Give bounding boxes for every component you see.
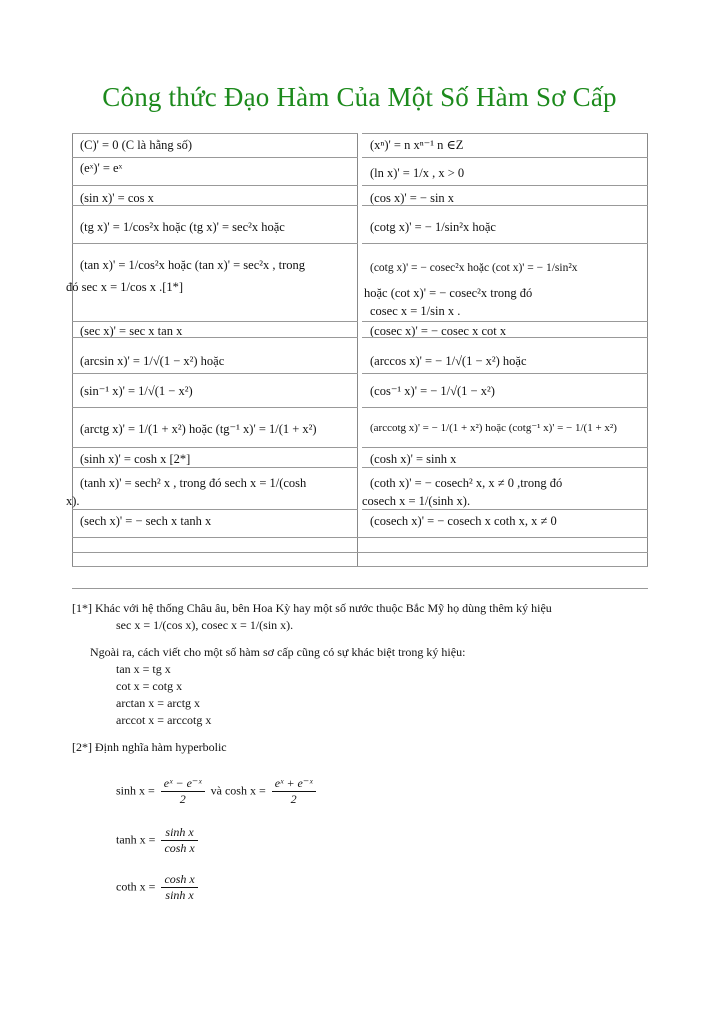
notes-section <box>72 600 672 756</box>
formula-constant: (C)' = 0 (C là hằng số) <box>80 138 193 152</box>
table-row <box>362 157 648 180</box>
formula-sec: (sec x)' = sec x tan x <box>80 324 183 338</box>
formula-exp: (eˣ)' = eˣ <box>80 161 123 175</box>
empty-row <box>72 552 648 553</box>
formula-tanh: (tanh x)' = sech² x , trong đó sech x = 1/(cosh <box>80 476 307 490</box>
table-row <box>72 321 358 338</box>
table-row <box>362 509 648 528</box>
formula-coth: (coth x)' = − cosech² x, x ≠ 0 ,trong đó <box>370 476 563 490</box>
coth-denominator: sinh x <box>165 888 194 902</box>
table-row <box>72 373 358 398</box>
formula-sech: (sech x)' = − sech x tanh x <box>80 514 212 528</box>
formula-cotg: (cotg x)' = − 1/sin²x hoặc <box>370 220 496 234</box>
formula-power: (xⁿ)' = n xⁿ⁻¹ n ∈Z <box>370 138 464 152</box>
table-row <box>362 185 648 205</box>
table-row <box>362 447 648 466</box>
table-row <box>72 185 358 205</box>
note-1-sec: sec x = 1/(cos x), cosec x = 1/(sin x). <box>116 618 294 632</box>
formula-cos-inv: (cos⁻¹ x)' = − 1/√(1 − x²) <box>370 384 495 398</box>
formula-ln: (ln x)' = 1/x , x > 0 <box>370 166 465 180</box>
formula-sin: (sin x)' = cos x <box>80 191 154 205</box>
formula-tan-note: đó sec x = 1/cos x .[1*] <box>66 280 184 294</box>
table-row <box>72 337 358 368</box>
table-row <box>72 157 358 175</box>
coth-definition <box>116 872 201 903</box>
table-row <box>72 447 358 466</box>
formula-tanh-cont: x). <box>66 494 80 508</box>
note-2-cot: cot x = cotg x <box>116 679 183 693</box>
formula-sin-inv: (sin⁻¹ x)' = 1/√(1 − x²) <box>80 384 193 398</box>
cosh-label: và cosh x = <box>210 783 266 798</box>
note-2-arccot: arccot x = arccotg x <box>116 713 212 727</box>
coth-label: coth x = <box>116 879 156 894</box>
formula-arccotg: (arccotg x)' = − 1/(1 + x²) hoặc (cotg⁻¹ x)' = − 1/(1 + x²) <box>370 422 617 434</box>
cosh-denominator: 2 <box>290 792 297 806</box>
page-title: Công thức Đạo Hàm Của Một Số Hàm Sơ Cấp <box>102 82 617 112</box>
formula-cot-note: hoặc (cot x)' = − cosec²x trong đó <box>364 286 533 300</box>
formula-cosec-def: cosec x = 1/sin x . <box>370 304 461 318</box>
table-row <box>72 509 358 528</box>
table-row <box>362 337 648 368</box>
formula-arccos: (arccos x)' = − 1/√(1 − x²) hoặc <box>370 354 527 368</box>
table-row <box>362 133 648 152</box>
cosh-numerator: eˣ + e⁻ˣ <box>272 776 316 792</box>
formula-coth-cont: cosech x = 1/(sinh x). <box>362 494 471 508</box>
table-row <box>362 321 648 338</box>
formula-tan: (tan x)' = 1/cos²x hoặc (tan x)' = sec²x , trong <box>80 258 305 272</box>
note-2: Ngoài ra, cách viết cho một số hàm sơ cấp cũng có sự khác biệt trong ký hiệu: <box>90 645 466 659</box>
formula-tg: (tg x)' = 1/cos²x hoặc (tg x)' = sec²x hoặc <box>80 220 285 234</box>
sinh-denominator: 2 <box>179 792 186 806</box>
left-column <box>66 133 358 567</box>
sinh-numerator: eˣ − e⁻ˣ <box>161 776 205 792</box>
formula-cosec: (cosec x)' = − cosec x cot x <box>370 324 507 338</box>
table-row <box>72 407 358 436</box>
empty-row <box>72 566 648 567</box>
table-row <box>66 243 358 294</box>
divider <box>72 588 648 589</box>
tanh-numerator: sinh x <box>161 825 197 841</box>
sinh-label: sinh x = <box>116 783 155 798</box>
table-row <box>66 467 358 508</box>
right-column <box>362 133 648 567</box>
tanh-definition <box>116 825 201 856</box>
formula-cosh: (cosh x)' = sinh x <box>370 452 457 466</box>
formula-table <box>66 133 648 567</box>
table-row <box>72 205 358 234</box>
tanh-label: tanh x = <box>116 832 156 847</box>
note-3: [2*] Định nghĩa hàm hyperbolic <box>72 740 227 754</box>
tanh-denominator: cosh x <box>164 841 195 855</box>
empty-row <box>72 537 648 538</box>
table-row <box>362 373 648 398</box>
note-2-tan: tan x = tg x <box>116 662 171 676</box>
note-2-arctan: arctan x = arctg x <box>116 696 201 710</box>
formula-sinh: (sinh x)' = cosh x [2*] <box>80 452 191 466</box>
table-row <box>362 407 648 434</box>
sinh-cosh-definition <box>116 776 319 807</box>
table-row <box>362 467 648 508</box>
formula-cotg-cosec: (cotg x)' = − cosec²x hoặc (cot x)' = − 1/sin²x <box>370 262 578 274</box>
coth-numerator: cosh x <box>161 872 197 888</box>
note-1: [1*] Khác với hệ thống Châu âu, bên Hoa Kỳ hay một số nước thuộc Bắc Mỹ họ dùng thêm ký hiệu <box>72 601 552 615</box>
table-row <box>362 205 648 234</box>
formula-cos: (cos x)' = − sin x <box>370 191 455 205</box>
formula-cosech: (cosech x)' = − cosech x coth x, x ≠ 0 <box>370 514 557 528</box>
table-row <box>72 133 358 152</box>
formula-arcsin: (arcsin x)' = 1/√(1 − x²) hoặc <box>80 354 225 368</box>
formula-arctg: (arctg x)' = 1/(1 + x²) hoặc (tg⁻¹ x)' = 1/(1 + x²) <box>80 422 317 436</box>
table-row <box>362 243 648 318</box>
